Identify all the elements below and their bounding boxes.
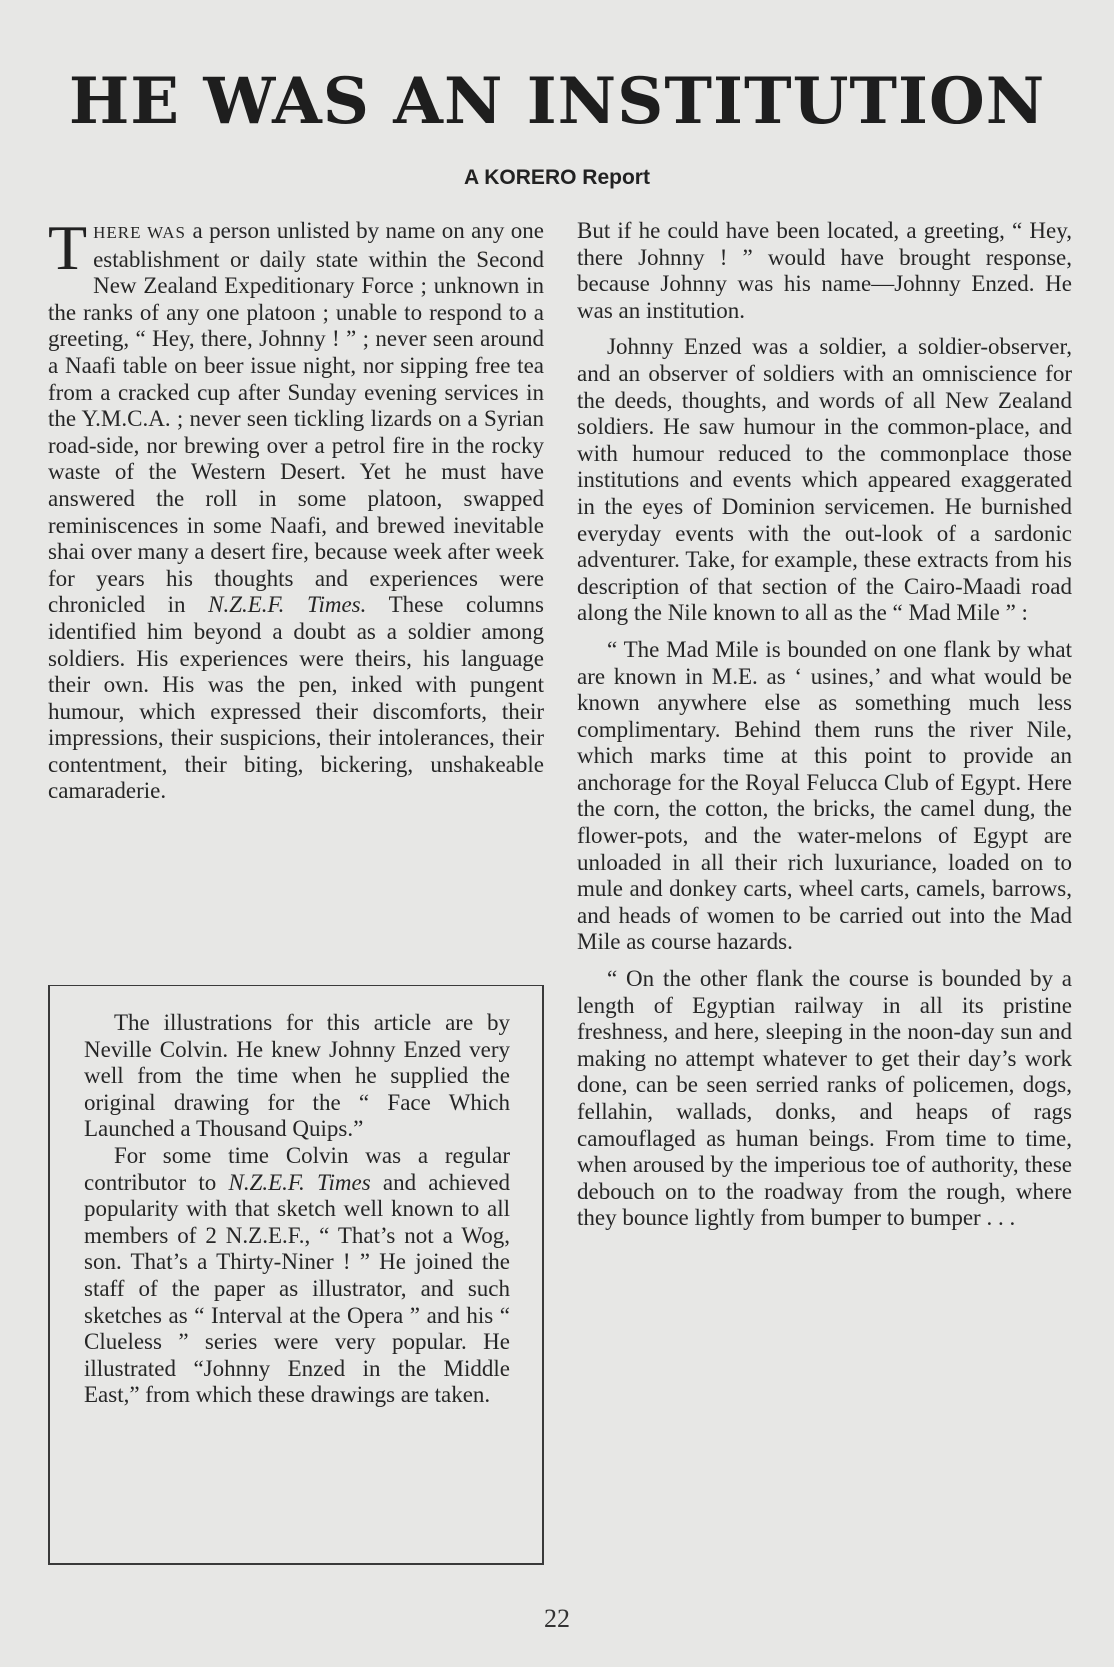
drop-cap: T	[48, 212, 88, 283]
left-paragraph-1-italic: N.Z.E.F. Times.	[208, 592, 367, 618]
right-column	[577, 218, 1072, 1242]
page-number: 22	[544, 1604, 570, 1633]
inset-text	[84, 1010, 510, 1409]
inset-paragraph-2-end: and achieved popularity with that sketch well known to all members of 2 N.Z.E.F., “ That’s not a Wog, son. That’s a Thirty-Niner ! ” He joined the staff of the paper as illustrator, and such sketches as “ Interval at the Opera ” and his “ Clueless ” series were very popular. He illustrated “Johnny Enzed in the Middle East,” from which these drawings are taken.	[84, 1169, 510, 1408]
inset-paragraph-1: The illustrations for this article are by Neville Colvin. He knew Johnny Enzed very well from the time when he supplied the original drawing for the “ Face Which Launched a Thousand Quips.”	[84, 1010, 510, 1142]
inset-paragraph-2-start: For some time Colvin was a regular contributor to	[84, 1142, 510, 1195]
article-title: HE WAS AN INSTITUTION	[68, 64, 1046, 139]
lead-smallcaps: HERE WAS	[93, 223, 186, 242]
left-paragraph-1-end: These columns identified him beyond a doubt as a soldier among soldiers. His experiences were theirs, his language their own. His was the pen, inked with pungent humour, which expressed their discomforts, their impressions, their suspicions, their intolerances, their contentment, their biting, bickering, unshakeable camaraderie.	[48, 592, 544, 804]
left-paragraph-1-text: a person unlisted by name on any one establishment or daily state within the Second New Zealand Expeditionary Force ; unknown in the ranks of any one platoon ; unable to respond to a greeting, “ Hey, there, Johnny ! ” ; never seen around a Naafi table on beer issue night, nor sipping free tea from a cracked cup after Sunday evening services in the Y.M.C.A. ; never seen tickling lizards on a Syrian road-side, nor brewing over a petrol fire in the rocky waste of the Western Desert. Yet he must have answered the roll in some platoon, swapped reminiscences in some Naafi, and brewed inevitable shai over many a desert fire, because week after week for years his thoughts and experiences were chronicled in	[48, 218, 544, 618]
article-subtitle: A KORERO Report	[464, 166, 650, 189]
inset-paragraph-2-italic: N.Z.E.F. Times	[228, 1169, 371, 1195]
left-paragraph-1	[48, 212, 544, 805]
right-paragraph-4: “ On the other flank the course is bounded by a length of Egyptian railway in all its pristine freshness, and here, sleeping in the noon-day sun and making no attempt whatever to get their day’s work done, can be seen serried ranks of policemen, dogs, fellahin, wallads, donks, and heaps of rags camouflaged as human beings. From time to time, when aroused by the imperious toe of authority, these debouch on to the roadway from the rough, where they bounce lightly from bumper to bumper . . .	[577, 966, 1072, 1231]
left-column	[48, 212, 544, 805]
right-paragraph-2: Johnny Enzed was a soldier, a soldier-observer, and an observer of soldiers with an omniscience for the deeds, thoughts, and words of all New Zealand soldiers. He saw humour in the common-place, and with humour reduced to the commonplace those institutions and events which appeared exaggerated in the eyes of Dominion servicemen. He burnished everyday events with the out-look of a sardonic adventurer. Take, for example, these extracts from his description of that section of the Cairo-Maadi road along the Nile known to all as the “ Mad Mile ” :	[577, 334, 1072, 626]
inset-paragraph-2	[84, 1143, 510, 1409]
right-paragraph-1: But if he could have been located, a greeting, “ Hey, there Johnny ! ” would have brought response, because Johnny was his name—Johnny Enzed. He was an institution.	[577, 218, 1072, 323]
right-paragraph-3: “ The Mad Mile is bounded on one flank by what are known in M.E. as ‘ usines,’ and what would be known anywhere else as something much less complimentary. Behind them runs the river Nile, which marks time at this point to provide an anchorage for the Royal Felucca Club of Egypt. Here the corn, the cotton, the bricks, the camel dung, the flower-pots, and the water-melons of Egypt are unloaded in all their rich luxuriance, loaded on to mule and donkey carts, wheel carts, camels, barrows, and heads of women to be carried out into the Mad Mile as course hazards.	[577, 636, 1072, 955]
